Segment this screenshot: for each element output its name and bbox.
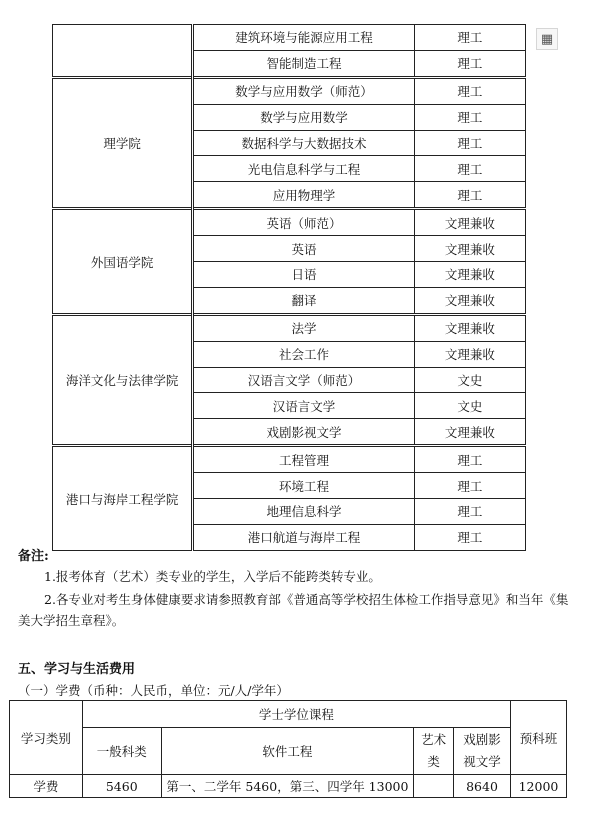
fees-drama-value: 8640: [454, 775, 511, 798]
subject-cell: 文理兼收: [414, 287, 525, 314]
subject-cell: 文理兼收: [414, 236, 525, 262]
college-cell: [53, 25, 193, 78]
table-row: [53, 77, 526, 104]
fees-header-drama-line2: 视文学: [463, 754, 501, 769]
major-cell: 戏剧影视文学: [193, 419, 414, 446]
majors-table-body: [53, 25, 526, 551]
section-title: 五、学习与生活费用: [18, 662, 136, 677]
subject-cell: 理工: [414, 50, 525, 77]
subject-cell: 文理兼收: [414, 209, 525, 236]
table-row: [53, 314, 526, 341]
subject-cell: 理工: [414, 104, 525, 130]
subject-cell: 理工: [414, 130, 525, 156]
fees-software-value: 第一、二学年 5460，第三、四学年 13000: [161, 775, 413, 798]
table-row: [53, 25, 526, 51]
subject-cell: 理工: [414, 77, 525, 104]
major-cell: 翻译: [193, 287, 414, 314]
subject-cell: 理工: [414, 446, 525, 473]
majors-table: [52, 24, 526, 551]
subject-cell: 文史: [414, 367, 525, 393]
fees-header-drama-line1: 戏剧影: [463, 732, 501, 747]
fees-header-art-line1: 艺术: [421, 732, 447, 747]
major-cell: 数学与应用数学（师范）: [193, 77, 414, 104]
fees-header-art-line2: 类: [427, 754, 440, 769]
fees-header-prep: 预科班: [510, 701, 566, 775]
fees-prep-value: 12000: [510, 775, 566, 798]
fees-header-category: 学习类别: [10, 701, 83, 775]
major-cell: 社会工作: [193, 341, 414, 367]
major-cell: 数据科学与大数据技术: [193, 130, 414, 156]
fees-header-software: 软件工程: [161, 728, 413, 775]
major-cell: 汉语言文学: [193, 393, 414, 419]
major-cell: 工程管理: [193, 446, 414, 473]
major-cell: 法学: [193, 314, 414, 341]
subject-cell: 文史: [414, 393, 525, 419]
subject-cell: 文理兼收: [414, 419, 525, 446]
table-row: [53, 209, 526, 236]
major-cell: 智能制造工程: [193, 50, 414, 77]
subject-cell: 理工: [414, 182, 525, 209]
major-cell: 光电信息科学与工程: [193, 156, 414, 182]
major-cell: 英语（师范）: [193, 209, 414, 236]
major-cell: 英语: [193, 236, 414, 262]
subject-cell: 理工: [414, 524, 525, 550]
major-cell: 建筑环境与能源应用工程: [193, 25, 414, 51]
remark-item-1: 1.报考体育（艺术）类专业的学生，入学后不能跨类转专业。: [44, 569, 381, 584]
subject-cell: 理工: [414, 156, 525, 182]
subject-cell: 理工: [414, 499, 525, 525]
table-grid-icon[interactable]: ▦: [536, 28, 558, 50]
college-cell: 外国语学院: [53, 209, 193, 315]
fees-header-art: [414, 728, 454, 775]
table-row: [53, 446, 526, 473]
fees-art-value: [414, 775, 454, 798]
fees-row-label: 学费: [10, 775, 83, 798]
college-cell: 港口与海岸工程学院: [53, 446, 193, 551]
fees-table: [9, 700, 567, 798]
college-cell: 理学院: [53, 77, 193, 208]
subject-cell: 理工: [414, 473, 525, 499]
subject-cell: 文理兼收: [414, 314, 525, 341]
major-cell: 应用物理学: [193, 182, 414, 209]
college-cell: 海洋文化与法律学院: [53, 314, 193, 445]
remark-item-2: 2.各专业对考生身体健康要求请参照教育部《普通高等学校招生体检工作指导意见》和当年《集美大学招生章程》。: [18, 592, 569, 628]
remarks-title: 备注:: [18, 549, 49, 564]
major-cell: 数学与应用数学: [193, 104, 414, 130]
major-cell: 汉语言文学（师范）: [193, 367, 414, 393]
subject-cell: 理工: [414, 25, 525, 51]
subsection-title: （一）学费（币种：人民币，单位：元/人/学年）: [18, 683, 289, 698]
fees-header-general: 一般科类: [82, 728, 161, 775]
major-cell: 港口航道与海岸工程: [193, 524, 414, 550]
major-cell: 地理信息科学: [193, 499, 414, 525]
major-cell: 环境工程: [193, 473, 414, 499]
fees-header-drama: [454, 728, 511, 775]
fees-header-bachelor: 学士学位课程: [82, 701, 510, 728]
subject-cell: 文理兼收: [414, 262, 525, 288]
fees-general-value: 5460: [82, 775, 161, 798]
major-cell: 日语: [193, 262, 414, 288]
subject-cell: 文理兼收: [414, 341, 525, 367]
